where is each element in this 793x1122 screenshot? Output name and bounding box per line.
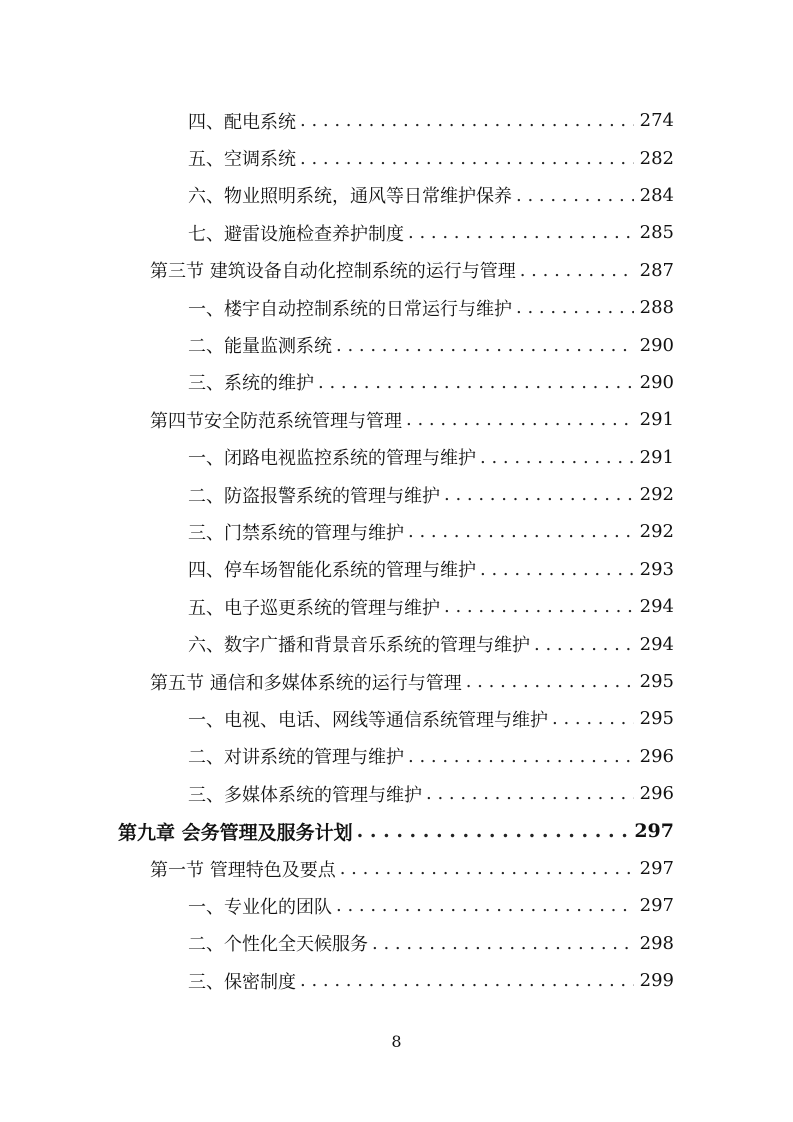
- toc-title: 五、电子巡更系统的管理与维护: [188, 597, 440, 619]
- toc-page: 287: [639, 259, 674, 281]
- toc-entry: [0, 102, 793, 139]
- toc-entry: [0, 588, 793, 625]
- toc-leader: [336, 895, 634, 916]
- toc-page: 274: [639, 110, 674, 132]
- toc-leader: [552, 708, 634, 729]
- toc-leader: [406, 409, 634, 430]
- toc-section: [0, 401, 793, 438]
- toc-leader: [300, 970, 634, 991]
- toc-title: 第三节 建筑设备自动化控制系统的运行与管理: [150, 261, 516, 283]
- toc-leader: [300, 148, 634, 169]
- toc-section: [0, 850, 793, 887]
- toc-entry: [0, 214, 793, 251]
- toc-leader: [516, 185, 634, 206]
- toc-entry: [0, 700, 793, 737]
- toc-leader: [318, 372, 634, 393]
- toc-title: 二、能量监测系统: [188, 336, 332, 358]
- toc-page: 293: [639, 558, 674, 580]
- toc-chapter: [0, 812, 793, 849]
- toc-title: 第四节安全防范系统管理与管理: [150, 410, 402, 432]
- toc-page: 292: [639, 484, 674, 506]
- toc-page: 296: [639, 745, 674, 767]
- toc-title: 三、保密制度: [188, 971, 296, 993]
- toc-entry: [0, 775, 793, 812]
- toc-leader: [516, 297, 634, 318]
- toc-entry: [0, 513, 793, 550]
- toc-leader: [408, 746, 634, 767]
- toc-title: 一、楼宇自动控制系统的日常运行与维护: [188, 298, 512, 320]
- toc-title: 三、多媒体系统的管理与维护: [188, 784, 422, 806]
- toc-leader: [534, 634, 634, 655]
- toc-leader: [408, 222, 634, 243]
- toc-page: 290: [639, 334, 674, 356]
- toc-page: 288: [639, 297, 674, 319]
- toc-entry: [0, 289, 793, 326]
- toc-title: 一、闭路电视监控系统的管理与维护: [188, 448, 476, 470]
- toc-title: 七、避雷设施检查养护制度: [188, 223, 404, 245]
- toc-page: 292: [639, 521, 674, 543]
- toc-section: [0, 663, 793, 700]
- toc-page: 297: [634, 820, 674, 843]
- toc-page: 298: [639, 932, 674, 954]
- toc-page: 291: [639, 446, 674, 468]
- toc-page: 294: [639, 596, 674, 618]
- toc-leader: [408, 521, 634, 542]
- toc-leader: [426, 783, 634, 804]
- toc-title: 三、门禁系统的管理与维护: [188, 522, 404, 544]
- toc-entry: [0, 887, 793, 924]
- toc-entry: [0, 439, 793, 476]
- toc-leader: [340, 858, 634, 879]
- toc-page: 291: [639, 409, 674, 431]
- toc-page: 294: [639, 633, 674, 655]
- toc-leader: [300, 110, 634, 131]
- toc-title: 二、对讲系统的管理与维护: [188, 747, 404, 769]
- toc-entry: [0, 925, 793, 962]
- toc-title: 六、数字广播和背景音乐系统的管理与维护: [188, 635, 530, 657]
- toc-leader: [480, 447, 634, 468]
- toc-title: 一、电视、电话、网线等通信系统管理与维护: [188, 709, 548, 731]
- toc-leader: [480, 559, 634, 580]
- toc-leader: [520, 260, 634, 281]
- page-number: 8: [391, 1032, 402, 1051]
- toc-page: 295: [639, 708, 674, 730]
- toc-leader: [444, 484, 634, 505]
- toc-entry: [0, 551, 793, 588]
- toc-title: 一、专业化的团队: [188, 896, 332, 918]
- toc-page: 296: [639, 783, 674, 805]
- toc-section: [0, 252, 793, 289]
- toc-title: 第一节 管理特色及要点: [150, 859, 336, 881]
- toc-entry: [0, 962, 793, 999]
- toc-title: 五、空调系统: [188, 149, 296, 171]
- toc-title: 三、系统的维护: [188, 373, 314, 395]
- toc-page: 297: [639, 895, 674, 917]
- toc-entry: [0, 625, 793, 662]
- toc-entry: [0, 326, 793, 363]
- toc-entry: [0, 364, 793, 401]
- toc-entry: [0, 738, 793, 775]
- toc-page: 285: [639, 222, 674, 244]
- toc-page: 284: [639, 184, 674, 206]
- toc-leader: [372, 933, 634, 954]
- toc-leader: [466, 671, 634, 692]
- toc-leader: [357, 820, 629, 842]
- toc-page: 282: [639, 147, 674, 169]
- toc-leader: [336, 335, 634, 356]
- toc-title: 第五节 通信和多媒体系统的运行与管理: [150, 672, 462, 694]
- toc-page: 290: [639, 371, 674, 393]
- toc-entry: [0, 476, 793, 513]
- toc-page: 295: [639, 671, 674, 693]
- toc-leader: [444, 596, 634, 617]
- toc-title: 二、防盗报警系统的管理与维护: [188, 485, 440, 507]
- toc-title: 四、配电系统: [188, 111, 296, 133]
- toc-entry: [0, 139, 793, 176]
- toc-entry: [0, 177, 793, 214]
- toc-title: 四、停车场智能化系统的管理与维护: [188, 560, 476, 582]
- toc-title: 第九章 会务管理及服务计划: [118, 821, 353, 844]
- toc-page: 299: [639, 970, 674, 992]
- toc-title: 六、物业照明系统，通风等日常维护保养: [188, 186, 512, 208]
- toc-title: 二、个性化全天候服务: [188, 934, 368, 956]
- toc-page: 297: [639, 858, 674, 879]
- table-of-contents: [0, 102, 793, 999]
